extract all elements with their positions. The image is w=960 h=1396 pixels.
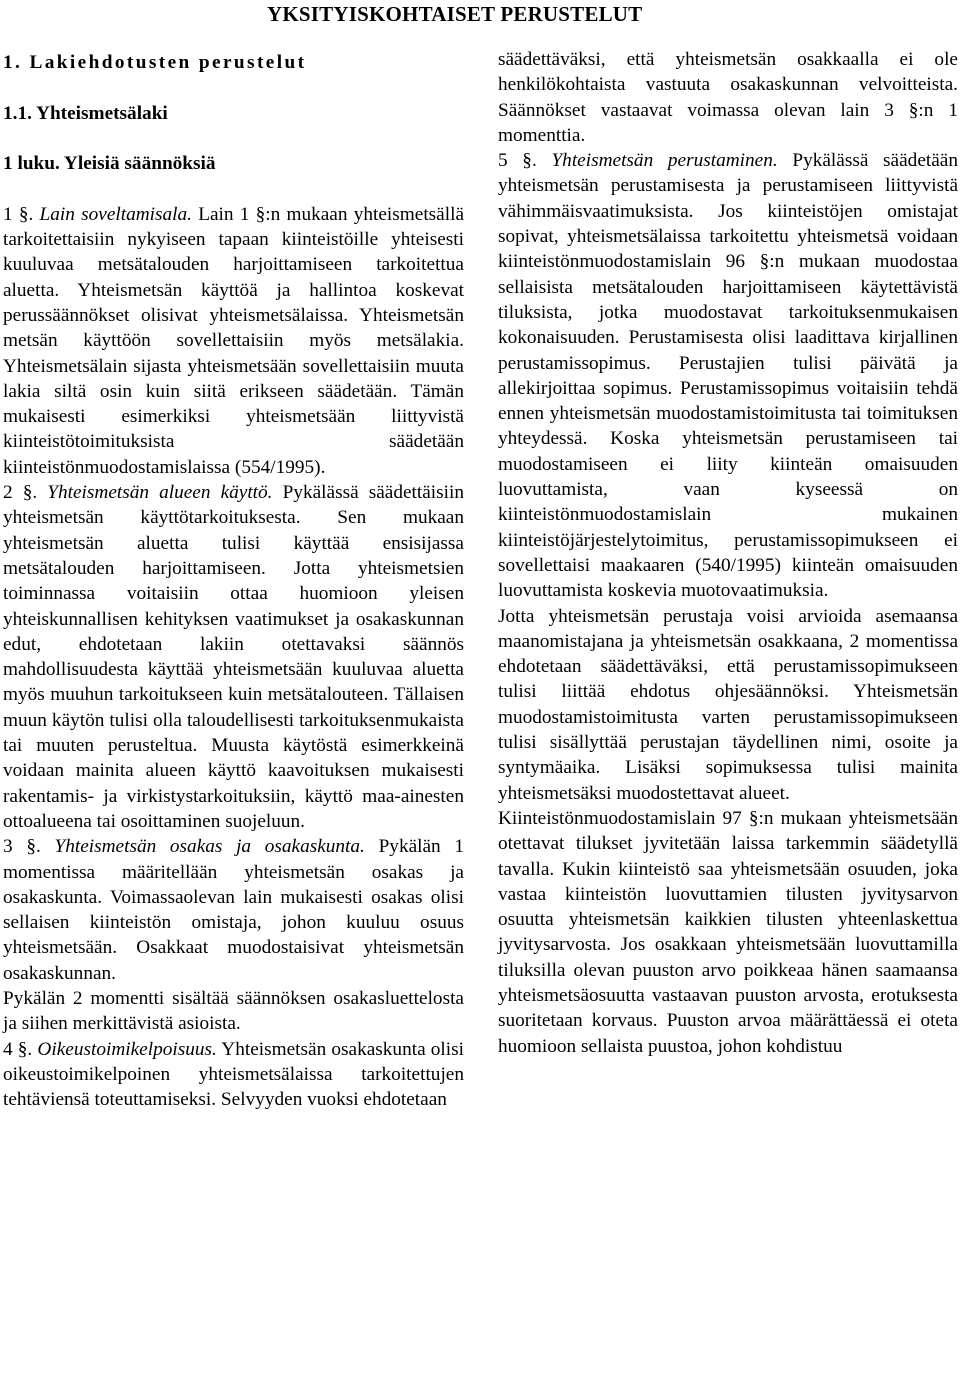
paragraph-4-text: Yhteismetsän osakaskunta olisi oikeustoimikelpoinen yhteismetsälaissa tarkoitettujen tehtäviensä toteuttamiseksi. Selvyyden vuoksi ehdotetaan: [3, 1038, 465, 1111]
paragraph-5-text-3: Kiinteistönmuodostamislain 97 §:n mukaan yhteismetsään otettavat tilukset jyvitetään laissa tarkemmin säädetyllä tavalla. Kukin kiinteistö saa yhteismetsään osuuden, joka vastaa kiinteistön luovuttamien tilusten jyvitysarvon osuutta yhteismetsän kaikkien tilusten yhteenlaskettua jyvitysarvosta. Jos osakkaan yhteismetsään luovuttamilla tiluksilla olevan puuston arvo poikkeaa hänen saamaansa yhteismetsäosuutta vastaavan puuston arvosta, erotuksesta suoritetaan korvaus. Puuston arvoa määrättäessä ei oteta huomioon sellaista puustoa, johon kohdistuu: [498, 807, 958, 1057]
paragraph-1-number: 1 §.: [3, 203, 34, 225]
spacer: [3, 126, 464, 151]
paragraph-3-text-2: Pykälän 2 momentti sisältää säännöksen osakasluettelosta ja siihen merkittävistä asioista.: [3, 987, 464, 1035]
paragraph-2-number: 2 §.: [3, 482, 38, 504]
paragraph-3-title: Yhteismetsän osakas ja osakaskunta.: [54, 836, 365, 858]
paragraph-5-title: Yhteismetsän perustaminen.: [551, 150, 778, 172]
paragraph-5-number: 5 §.: [498, 150, 537, 172]
paragraph-4: [3, 1037, 464, 1113]
section-heading: 1. Lakiehdotusten perustelut: [3, 52, 307, 73]
paragraph-2-title: Yhteismetsän alueen käyttö.: [47, 482, 273, 504]
chapter-heading: 1 luku. Yleisiä säännöksiä: [3, 153, 216, 175]
paragraph-1-text: Lain 1 §:n mukaan yhteismetsällä tarkoitettaisiin nykyiseen tapaan kiinteistöille yhteisesti kuuluvaa metsätalouden harjoittamiseen tarkoitettua aluetta. Yhteismetsän käyttöä ja hallintoa koskevat perussäännökset olisivat yhteismetsälaissa. Yhteismetsän metsän käyttöön sovellettaisiin myös metsälakia. Yhteismetsälain sijasta yhteismetsään sovellettaisiin muuta lakia siltä osin kuin siitä erikseen säädetään. Tämän mukaisesti esimerkiksi yhteismetsään liittyvistä kiinteistötoimituksista säädetään kiinteistönmuodostamislaissa (554/1995).: [3, 203, 465, 478]
paragraph-5: [498, 148, 958, 603]
paragraph-1: [3, 202, 464, 480]
paragraph-3-text-1: Pykälän 1 momentissa määritellään yhteismetsän osakas ja osakaskunta. Voimassaolevan lain mukaisesti osakas olisi sellaisen kiinteistön omistaja, johon kuuluu osuus yhteismetsään. Osakkaat muodostaisivat yhteismetsän osakaskunnan.: [3, 836, 465, 984]
paragraph-3: [3, 834, 464, 986]
page-header: YKSITYISKOHTAISET PERUSTELUT: [267, 2, 643, 26]
subsection-heading: 1.1. Yhteismetsälaki: [3, 102, 168, 124]
paragraph-4-number: 4 §.: [3, 1038, 33, 1060]
paragraph-3-number: 3 §.: [3, 836, 41, 858]
right-column: [498, 47, 958, 1059]
paragraph-5-text-1: Pykälässä säädetään yhteismetsän perustamisesta ja perustamiseen liittyvistä vähimmäisvaatimuksista. Jos kiinteistöjen omistajat sopivat, yhteismetsälaissa tarkoitettu yhteismetsä voidaan kiinteistönmuodostamislain 96 §:n mukaan muodostaa sellaisista metsätalouden harjoittamiseen käytettävistä tiluksista, jotka muodostavat tarkoituksenmukaisen kokonaisuuden. Perustamisesta olisi laadittava kirjallinen perustamissopimus. Perustajien tulisi päivätä ja allekirjoittaa sopimus. Perustamissopimus voitaisiin tehdä ennen yhteismetsän muodostamistoimitusta tai toimituksen yhteydessä. Koska yhteismetsän perustamiseen tai muodostamiseen ei liity kiinteän omaisuuden luovuttamista, vaan kyseessä on kiinteistönmuodostamislain mukainen kiinteistöjärjestelytoimitus, perustamissopimukseen ei sovellettaisi maakaaren (540/1995) kiinteän omaisuuden luovuttamista koskevia muotovaatimuksia.: [498, 150, 958, 602]
paragraph-4-continued: säädettäväksi, että yhteismetsän osakkaalla ei ole henkilökohtaista vastuuta osakaskunnan velvoitteista. Säännökset vastaavat voimassa olevan lain 3 §:n 1 momenttia.: [498, 49, 958, 146]
paragraph-1-title: Lain soveltamisala.: [39, 203, 192, 225]
paragraph-2-text: Pykälässä säädettäisiin yhteismetsän käyttötarkoituksesta. Sen mukaan yhteismetsän aluetta tulisi käyttää ensisijassa metsätalouden harjoittamiseen. Jotta yhteismetsien toiminnassa voitaisiin ottaa huomioon yleisen yhteiskunnallisen kehityksen vaatimukset ja osakaskunnan edut, ehdotetaan lakiin otettavaksi säännös mahdollisuudesta käyttää yhteismetsään kuuluvaa aluetta myös muuhun tarkoitukseen kuin metsätalouteen. Tällaisen muun käytön tulisi olla taloudellisesti tarkoituksenmukaista tai muuten perusteltua. Muusta käytöstä esimerkkeinä voidaan mainita alueen käyttö kaavoituksen mukaisesti rakentamis- ja virkistystarkoituksiin, käyttö maa-ainesten ottoalueena tai osoittaminen suojeluun.: [3, 482, 465, 832]
spacer: [3, 176, 464, 201]
paragraph-2: [3, 480, 464, 834]
left-column: [3, 50, 464, 1112]
spacer: [3, 75, 464, 100]
paragraph-5-text-2: Jotta yhteismetsän perustaja voisi arvioida asemaansa maanomistajana ja yhteismetsän osakkaana, 2 momentissa ehdotetaan säädettäväksi, että perustamissopimukseen tulisi liittää ehdotus ohjesäännöksi. Yhteismetsän muodostamistoimitusta varten perustamissopimukseen tulisi sisällyttää perustajan täydellinen nimi, osoite ja syntymäaika. Lisäksi sopimuksessa tulisi mainita yhteismetsäksi muodostettavat alueet.: [498, 605, 958, 804]
paragraph-4-title: Oikeustoimikelpoisuus.: [37, 1038, 217, 1060]
